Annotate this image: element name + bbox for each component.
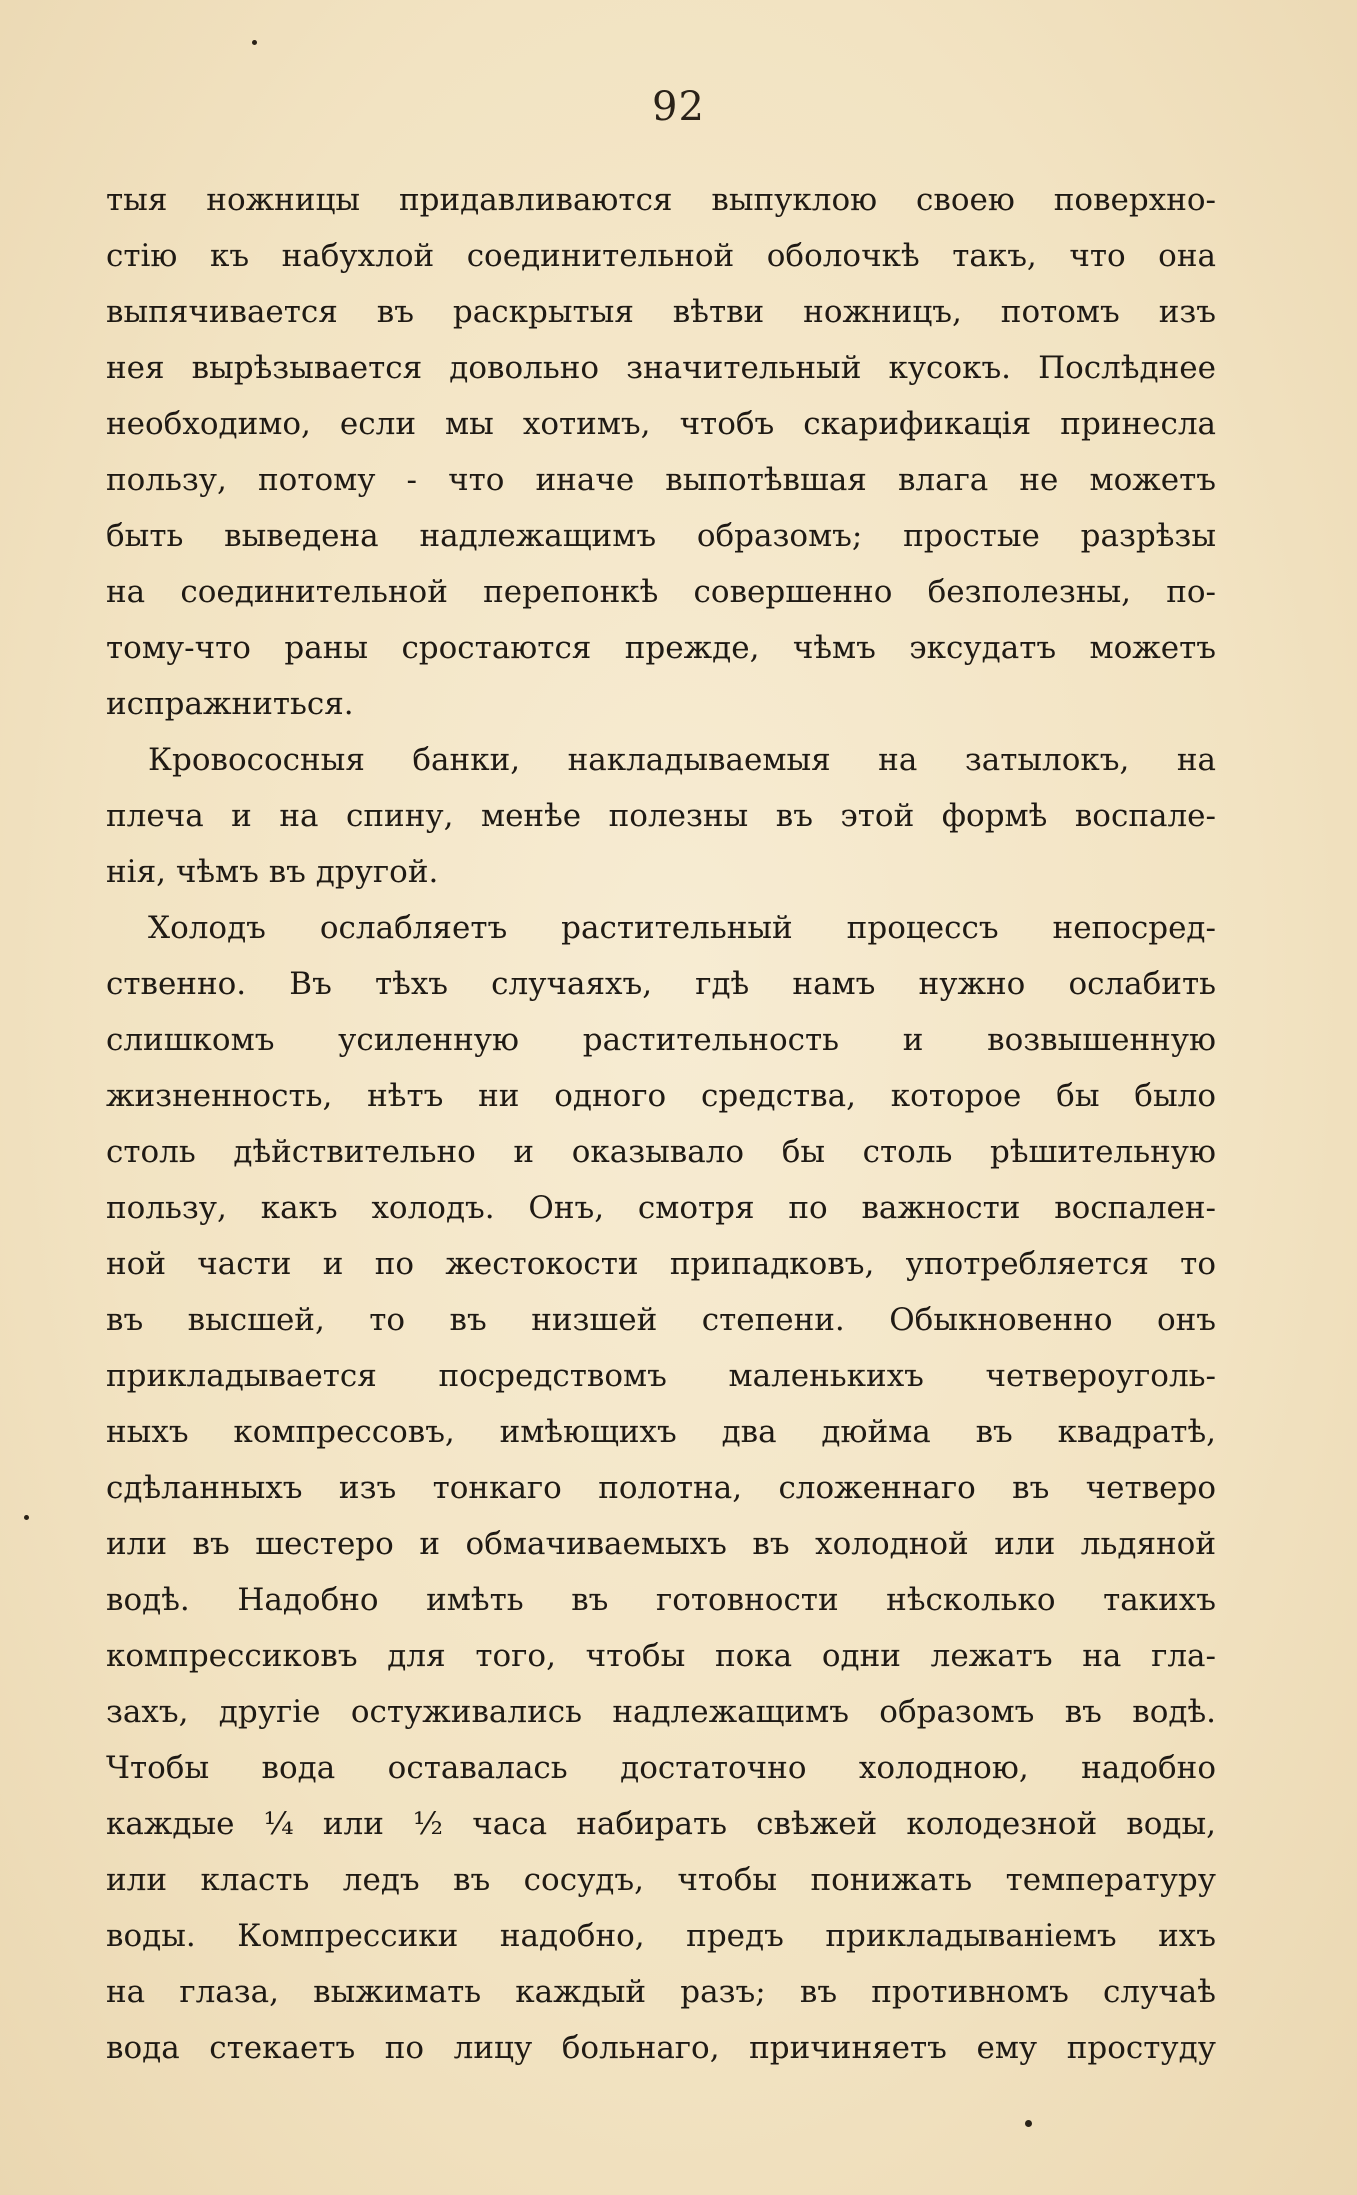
body-text: [106, 172, 1216, 2076]
text-line: слишкомъ усиленную растительность и возвышенную: [106, 1022, 1216, 1058]
text-line: компрессиковъ для того, чтобы пока одни лежатъ на гла-: [106, 1638, 1216, 1674]
text-line: воды. Компрессики надобно, предъ прикладываніемъ ихъ: [106, 1918, 1216, 1954]
text-line: нея вырѣзывается довольно значительный кусокъ. Послѣднее: [106, 350, 1216, 386]
text-line: тому-что раны сростаются прежде, чѣмъ эксудатъ можетъ: [106, 630, 1216, 666]
text-line: захъ, другіе остуживались надлежащимъ образомъ въ водѣ.: [106, 1694, 1216, 1730]
text-line: жизненность, нѣтъ ни одного средства, которое бы было: [106, 1078, 1216, 1114]
text-line: на соединительной перепонкѣ совершенно безполезны, по-: [106, 574, 1216, 610]
text-line: прикладывается посредствомъ маленькихъ четвероуголь-: [106, 1358, 1216, 1394]
text-line: Чтобы вода оставалась достаточно холодною, надобно: [106, 1750, 1216, 1786]
text-line: сдѣланныхъ изъ тонкаго полотна, сложеннаго въ четверо: [106, 1470, 1216, 1506]
text-line: вода стекаетъ по лицу больнаго, причиняетъ ему простуду: [106, 2030, 1216, 2066]
text-line: водѣ. Надобно имѣть въ готовности нѣсколько такихъ: [106, 1582, 1216, 1618]
text-line: Кровососныя банки, накладываемыя на затылокъ, на: [148, 742, 1216, 778]
text-line: ственно. Въ тѣхъ случаяхъ, гдѣ намъ нужно ослабить: [106, 966, 1216, 1002]
text-line: въ высшей, то въ низшей степени. Обыкновенно онъ: [106, 1302, 1216, 1338]
text-line: столь дѣйствительно и оказывало бы столь рѣшительную: [106, 1134, 1216, 1170]
text-line: необходимо, если мы хотимъ, чтобъ скарификація принесла: [106, 406, 1216, 442]
text-line: стію къ набухлой соединительной оболочкѣ такъ, что она: [106, 238, 1216, 274]
text-line: или въ шестеро и обмачиваемыхъ въ холодной или льдяной: [106, 1526, 1216, 1562]
text-line: тыя ножницы придавливаются выпуклою своею поверхно-: [106, 182, 1216, 218]
ink-speck: [1025, 2120, 1032, 2127]
text-line: пользу, какъ холодъ. Онъ, смотря по важности воспален-: [106, 1190, 1216, 1226]
text-line: ныхъ компрессовъ, имѣющихъ два дюйма въ квадратѣ,: [106, 1414, 1216, 1450]
text-line: на глаза, выжимать каждый разъ; въ противномъ случаѣ: [106, 1974, 1216, 2010]
text-line: нія, чѣмъ въ другой.: [106, 854, 439, 890]
ink-speck: [252, 40, 257, 45]
text-line: быть выведена надлежащимъ образомъ; простые разрѣзы: [106, 518, 1216, 554]
text-line: каждые ¼ или ½ часа набирать свѣжей колодезной воды,: [106, 1806, 1216, 1842]
text-line: выпячивается въ раскрытыя вѣтви ножницъ, потомъ изъ: [106, 294, 1216, 330]
text-line: или класть ледъ въ сосудъ, чтобы понижать температуру: [106, 1862, 1216, 1898]
page-number: 92: [652, 84, 705, 130]
text-line: испражниться.: [106, 686, 354, 722]
text-line: ной части и по жестокости припадковъ, употребляется то: [106, 1246, 1216, 1282]
text-line: Холодъ ослабляетъ растительный процессъ непосред-: [148, 910, 1216, 946]
text-line: пользу, потому - что иначе выпотѣвшая влага не можетъ: [106, 462, 1216, 498]
ink-speck: [24, 1515, 29, 1520]
text-line: плеча и на спину, менѣе полезны въ этой формѣ воспале-: [106, 798, 1216, 834]
